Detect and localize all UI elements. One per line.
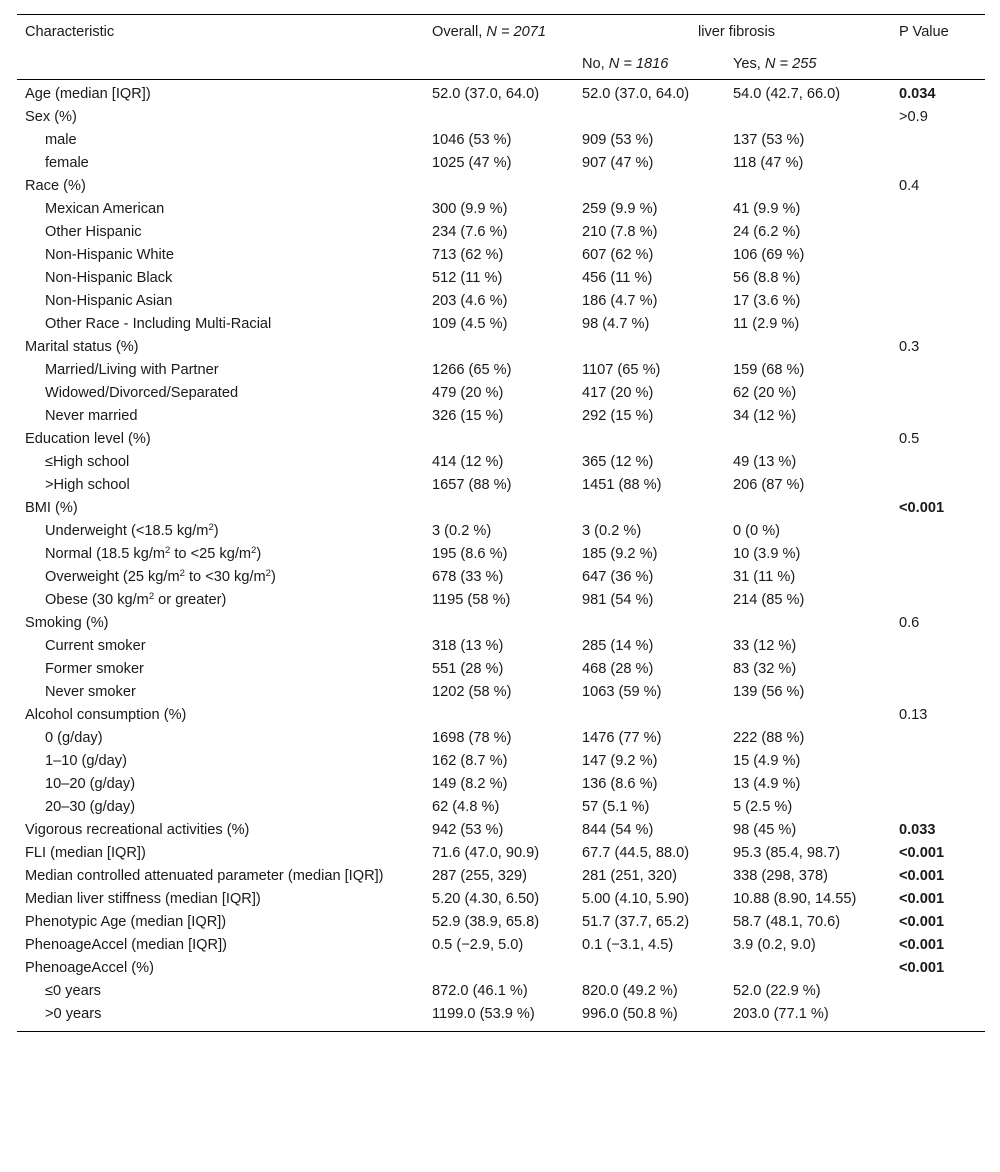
table-row xyxy=(17,542,985,565)
cell-yes xyxy=(725,703,891,726)
cell-overall: 287 (255, 329) xyxy=(432,868,527,884)
header-liver-fibrosis xyxy=(574,15,891,48)
cell-pvalue xyxy=(891,795,985,818)
row-label: Never married xyxy=(45,408,138,424)
table-row xyxy=(17,128,985,151)
cell-pvalue xyxy=(891,358,985,381)
cell-overall: 1657 (88 %) xyxy=(432,477,512,493)
cell-no: 67.7 (44.5, 88.0) xyxy=(582,845,690,861)
header-pvalue: P Value xyxy=(899,24,949,40)
cell-no: 98 (4.7 %) xyxy=(582,316,650,332)
row-label: Non-Hispanic Black xyxy=(45,270,173,286)
cell-yes: 56 (8.8 %) xyxy=(733,270,801,286)
row-label: Smoking (%) xyxy=(25,615,109,631)
header-yes-label: Yes, xyxy=(733,56,765,72)
row-label: Education level (%) xyxy=(25,431,151,447)
row-label: PhenoageAccel (%) xyxy=(25,960,154,976)
cell-yes: 31 (11 %) xyxy=(733,569,796,585)
table-row xyxy=(17,841,985,864)
cell-overall: 1046 (53 %) xyxy=(432,132,512,148)
cell-yes: 139 (56 %) xyxy=(733,684,805,700)
cell-no: 909 (53 %) xyxy=(582,132,654,148)
row-label: Median controlled attenuated parameter (median [IQR]) xyxy=(25,868,384,884)
subheader-row xyxy=(17,47,985,80)
table-row xyxy=(17,703,985,726)
cell-yes: 41 (9.9 %) xyxy=(733,201,801,217)
cell-no: 844 (54 %) xyxy=(582,822,654,838)
table-row xyxy=(17,105,985,128)
cell-no: 136 (8.6 %) xyxy=(582,776,658,792)
table-row xyxy=(17,726,985,749)
cell-overall: 1698 (78 %) xyxy=(432,730,512,746)
cell-yes: 49 (13 %) xyxy=(733,454,797,470)
cell-yes: 3.9 (0.2, 9.0) xyxy=(733,937,816,953)
cell-pvalue xyxy=(891,772,985,795)
cell-pvalue xyxy=(891,519,985,542)
row-label: Non-Hispanic Asian xyxy=(45,293,173,309)
cell-overall: 71.6 (47.0, 90.9) xyxy=(432,845,540,861)
cell-overall: 203 (4.6 %) xyxy=(432,293,508,309)
cell-pvalue xyxy=(891,657,985,680)
row-label: Current smoker xyxy=(45,638,146,654)
cell-overall: 479 (20 %) xyxy=(432,385,504,401)
row-label: Underweight (<18.5 $kg/m^2$) xyxy=(45,522,219,539)
cell-yes xyxy=(725,956,891,979)
cell-overall: 52.0 (37.0, 64.0) xyxy=(432,86,540,102)
cell-overall xyxy=(424,496,574,519)
row-label: Non-Hispanic White xyxy=(45,247,174,263)
cell-no xyxy=(574,335,725,358)
table-row xyxy=(17,496,985,519)
cell-pvalue: <0.001 xyxy=(899,937,945,953)
cell-overall: 942 (53 %) xyxy=(432,822,504,838)
header-characteristic: Characteristic xyxy=(25,24,115,40)
cell-overall: 5.20 (4.30, 6.50) xyxy=(432,891,540,907)
cell-overall: 3 (0.2 %) xyxy=(432,523,492,539)
cell-pvalue xyxy=(891,404,985,427)
row-label: Vigorous recreational activities (%) xyxy=(25,822,250,838)
table-row xyxy=(17,80,985,106)
cell-no: 1063 (59 %) xyxy=(582,684,662,700)
table-row xyxy=(17,197,985,220)
cell-pvalue: 0.4 xyxy=(899,178,920,194)
table-row xyxy=(17,864,985,887)
row-label: Median liver stiffness (median [IQR]) xyxy=(25,891,261,907)
cell-yes: 24 (6.2 %) xyxy=(733,224,801,240)
cell-yes xyxy=(725,496,891,519)
row-label: Phenotypic Age (median [IQR]) xyxy=(25,914,227,930)
cell-overall: 195 (8.6 %) xyxy=(432,546,508,562)
cell-overall: 551 (28 %) xyxy=(432,661,504,677)
table-row xyxy=(17,588,985,611)
cell-yes: 11 (2.9 %) xyxy=(733,316,800,332)
table-row xyxy=(17,680,985,703)
cell-pvalue xyxy=(891,749,985,772)
cell-no: 456 (11 %) xyxy=(582,270,653,286)
cell-yes: 10 (3.9 %) xyxy=(733,546,801,562)
header-row xyxy=(17,15,985,48)
row-label: BMI (%) xyxy=(25,500,78,516)
header-group-label: liver fibrosis xyxy=(697,24,776,40)
cell-pvalue xyxy=(891,450,985,473)
table-row xyxy=(17,910,985,933)
header-no-n: N = 1816 xyxy=(608,56,669,72)
cell-overall: 1202 (58 %) xyxy=(432,684,512,700)
cell-yes: 10.88 (8.90, 14.55) xyxy=(733,891,857,907)
header-no xyxy=(574,47,725,80)
table-row xyxy=(17,887,985,910)
table-row xyxy=(17,611,985,634)
cell-yes: 222 (88 %) xyxy=(733,730,805,746)
cell-overall xyxy=(424,427,574,450)
row-label: 1–10 (g/day) xyxy=(45,753,127,769)
cell-pvalue xyxy=(891,1002,985,1032)
cell-overall: 512 (11 %) xyxy=(432,270,503,286)
cell-pvalue: <0.001 xyxy=(899,960,945,976)
cell-yes xyxy=(725,427,891,450)
row-label: Married/Living with Partner xyxy=(45,362,219,378)
table-row xyxy=(17,979,985,1002)
row-label: 10–20 (g/day) xyxy=(45,776,136,792)
cell-yes: 62 (20 %) xyxy=(733,385,797,401)
cell-yes: 5 (2.5 %) xyxy=(733,799,793,815)
cell-pvalue: <0.001 xyxy=(899,868,945,884)
cell-overall xyxy=(424,611,574,634)
cell-no: 210 (7.8 %) xyxy=(582,224,658,240)
row-label: Mexican American xyxy=(45,201,165,217)
cell-pvalue xyxy=(891,289,985,312)
table-row xyxy=(17,519,985,542)
cell-overall: 234 (7.6 %) xyxy=(432,224,508,240)
cell-pvalue: <0.001 xyxy=(899,845,945,861)
characteristics-table xyxy=(17,14,985,1032)
cell-no: 57 (5.1 %) xyxy=(582,799,650,815)
table-row xyxy=(17,243,985,266)
table-row xyxy=(17,795,985,818)
cell-overall: 109 (4.5 %) xyxy=(432,316,508,332)
cell-yes: 206 (87 %) xyxy=(733,477,805,493)
cell-pvalue: <0.001 xyxy=(899,914,945,930)
header-overall-label: Overall, xyxy=(432,24,487,40)
cell-overall: 713 (62 %) xyxy=(432,247,504,263)
table-row xyxy=(17,565,985,588)
cell-yes: 137 (53 %) xyxy=(733,132,805,148)
cell-yes xyxy=(725,105,891,128)
cell-yes: 203.0 (77.1 %) xyxy=(733,1006,829,1022)
row-label: Overweight (25 $kg/m^2$ to <30 $kg/m^2$) xyxy=(45,568,276,585)
cell-pvalue: 0.3 xyxy=(899,339,920,355)
cell-no: 285 (14 %) xyxy=(582,638,654,654)
row-label: male xyxy=(45,132,77,148)
cell-overall: 1025 (47 %) xyxy=(432,155,512,171)
cell-no: 607 (62 %) xyxy=(582,247,654,263)
cell-overall: 149 (8.2 %) xyxy=(432,776,508,792)
cell-overall: 162 (8.7 %) xyxy=(432,753,508,769)
cell-overall: 326 (15 %) xyxy=(432,408,504,424)
row-label: >0 years xyxy=(45,1006,102,1022)
cell-pvalue: >0.9 xyxy=(899,109,928,125)
row-label: Race (%) xyxy=(25,178,86,194)
table-row xyxy=(17,772,985,795)
cell-pvalue xyxy=(891,979,985,1002)
cell-yes xyxy=(725,335,891,358)
table-row xyxy=(17,818,985,841)
cell-overall: 1199.0 (53.9 %) xyxy=(432,1006,535,1022)
row-label: Obese (30 $kg/m^2$ or greater) xyxy=(45,591,227,608)
cell-yes: 17 (3.6 %) xyxy=(733,293,801,309)
cell-yes xyxy=(725,174,891,197)
header-no-label: No, xyxy=(582,56,609,72)
cell-no: 281 (251, 320) xyxy=(582,868,677,884)
cell-yes: 0 (0 %) xyxy=(733,523,781,539)
header-yes-n: N = 255 xyxy=(764,56,817,72)
cell-overall: 1266 (65 %) xyxy=(432,362,512,378)
cell-yes xyxy=(725,611,891,634)
header-yes xyxy=(725,47,891,80)
cell-overall: 414 (12 %) xyxy=(432,454,504,470)
row-label: Other Race - Including Multi-Racial xyxy=(45,316,272,332)
row-label: Normal (18.5 $kg/m^2$ to <25 $kg/m^2$) xyxy=(45,545,262,562)
table-row xyxy=(17,358,985,381)
table-row xyxy=(17,657,985,680)
table-row xyxy=(17,749,985,772)
cell-overall: 0.5 (−2.9, 5.0) xyxy=(432,937,524,953)
cell-pvalue xyxy=(891,128,985,151)
cell-pvalue xyxy=(891,634,985,657)
cell-no: 820.0 (49.2 %) xyxy=(582,983,678,999)
cell-pvalue xyxy=(891,151,985,174)
cell-yes: 118 (47 %) xyxy=(733,155,804,171)
cell-pvalue xyxy=(891,726,985,749)
cell-pvalue: 0.6 xyxy=(899,615,920,631)
cell-overall: 318 (13 %) xyxy=(432,638,504,654)
cell-overall xyxy=(424,703,574,726)
cell-no: 3 (0.2 %) xyxy=(582,523,642,539)
row-label: Never smoker xyxy=(45,684,136,700)
table-row xyxy=(17,174,985,197)
row-label: PhenoageAccel (median [IQR]) xyxy=(25,937,227,953)
table-row xyxy=(17,450,985,473)
cell-pvalue xyxy=(891,680,985,703)
table-row xyxy=(17,956,985,979)
cell-pvalue: 0.5 xyxy=(899,431,920,447)
cell-no: 52.0 (37.0, 64.0) xyxy=(582,86,690,102)
cell-no xyxy=(574,174,725,197)
table-row xyxy=(17,473,985,496)
table-row xyxy=(17,634,985,657)
row-label: 20–30 (g/day) xyxy=(45,799,136,815)
cell-overall: 300 (9.9 %) xyxy=(432,201,508,217)
subheader-blank-1 xyxy=(17,47,424,80)
table-row xyxy=(17,404,985,427)
row-label: >High school xyxy=(45,477,130,493)
cell-overall: 872.0 (46.1 %) xyxy=(432,983,528,999)
row-label: 0 (g/day) xyxy=(45,730,103,746)
cell-pvalue xyxy=(891,381,985,404)
cell-no xyxy=(574,427,725,450)
cell-pvalue: 0.13 xyxy=(899,707,928,723)
cell-overall: 1195 (58 %) xyxy=(432,592,511,608)
cell-yes: 159 (68 %) xyxy=(733,362,805,378)
cell-yes: 98 (45 %) xyxy=(733,822,797,838)
cell-overall: 52.9 (38.9, 65.8) xyxy=(432,914,540,930)
row-label: Sex (%) xyxy=(25,109,77,125)
cell-yes: 34 (12 %) xyxy=(733,408,797,424)
row-label: Widowed/Divorced/Separated xyxy=(45,385,239,401)
cell-yes: 54.0 (42.7, 66.0) xyxy=(733,86,841,102)
cell-pvalue: <0.001 xyxy=(899,500,945,516)
cell-no: 1107 (65 %) xyxy=(582,362,661,378)
row-label: Other Hispanic xyxy=(45,224,142,240)
subheader-blank-2 xyxy=(424,47,574,80)
cell-no: 185 (9.2 %) xyxy=(582,546,658,562)
cell-no: 259 (9.9 %) xyxy=(582,201,658,217)
row-label: ≤0 years xyxy=(45,983,101,999)
table-row xyxy=(17,933,985,956)
header-overall xyxy=(424,15,574,48)
cell-no: 51.7 (37.7, 65.2) xyxy=(582,914,690,930)
table-body xyxy=(17,80,985,1032)
row-label: Marital status (%) xyxy=(25,339,139,355)
row-label: Alcohol consumption (%) xyxy=(25,707,187,723)
table-row xyxy=(17,1002,985,1032)
cell-overall xyxy=(424,105,574,128)
table-row xyxy=(17,427,985,450)
cell-pvalue xyxy=(891,565,985,588)
cell-no: 907 (47 %) xyxy=(582,155,654,171)
cell-overall: 62 (4.8 %) xyxy=(432,799,500,815)
row-label: Former smoker xyxy=(45,661,144,677)
subheader-blank-3 xyxy=(891,47,985,80)
cell-yes: 15 (4.9 %) xyxy=(733,753,801,769)
cell-overall xyxy=(424,956,574,979)
cell-no: 186 (4.7 %) xyxy=(582,293,658,309)
cell-yes: 52.0 (22.9 %) xyxy=(733,983,821,999)
cell-no: 5.00 (4.10, 5.90) xyxy=(582,891,690,907)
cell-no xyxy=(574,956,725,979)
cell-no: 0.1 (−3.1, 4.5) xyxy=(582,937,674,953)
cell-pvalue: 0.034 xyxy=(899,86,936,102)
cell-no: 147 (9.2 %) xyxy=(582,753,658,769)
cell-yes: 33 (12 %) xyxy=(733,638,797,654)
cell-no xyxy=(574,496,725,519)
cell-no: 468 (28 %) xyxy=(582,661,654,677)
cell-no: 1476 (77 %) xyxy=(582,730,662,746)
cell-yes: 95.3 (85.4, 98.7) xyxy=(733,845,841,861)
cell-no: 981 (54 %) xyxy=(582,592,654,608)
cell-no: 996.0 (50.8 %) xyxy=(582,1006,678,1022)
cell-pvalue xyxy=(891,197,985,220)
table-row xyxy=(17,151,985,174)
cell-no: 292 (15 %) xyxy=(582,408,654,424)
table-row xyxy=(17,312,985,335)
table-row xyxy=(17,381,985,404)
row-label: female xyxy=(45,155,89,171)
cell-pvalue xyxy=(891,220,985,243)
cell-pvalue xyxy=(891,243,985,266)
cell-no xyxy=(574,105,725,128)
cell-yes: 106 (69 %) xyxy=(733,247,805,263)
cell-overall xyxy=(424,174,574,197)
cell-pvalue: 0.033 xyxy=(899,822,936,838)
cell-no: 417 (20 %) xyxy=(582,385,654,401)
cell-no: 365 (12 %) xyxy=(582,454,654,470)
table-row xyxy=(17,335,985,358)
cell-yes: 58.7 (48.1, 70.6) xyxy=(733,914,841,930)
cell-no: 647 (36 %) xyxy=(582,569,654,585)
cell-yes: 338 (298, 378) xyxy=(733,868,828,884)
cell-no: 1451 (88 %) xyxy=(582,477,662,493)
cell-pvalue xyxy=(891,473,985,496)
table-row xyxy=(17,266,985,289)
cell-pvalue xyxy=(891,542,985,565)
cell-overall xyxy=(424,335,574,358)
cell-pvalue xyxy=(891,588,985,611)
cell-yes: 214 (85 %) xyxy=(733,592,805,608)
cell-no xyxy=(574,611,725,634)
row-label: FLI (median [IQR]) xyxy=(25,845,146,861)
cell-no xyxy=(574,703,725,726)
row-label: ≤High school xyxy=(45,454,130,470)
cell-pvalue xyxy=(891,312,985,335)
cell-yes: 13 (4.9 %) xyxy=(733,776,801,792)
cell-yes: 83 (32 %) xyxy=(733,661,797,677)
table-row xyxy=(17,289,985,312)
cell-pvalue: <0.001 xyxy=(899,891,945,907)
row-label: Age (median [IQR]) xyxy=(25,86,151,102)
table-row xyxy=(17,220,985,243)
header-overall-n: N = 2071 xyxy=(486,24,546,40)
cell-overall: 678 (33 %) xyxy=(432,569,504,585)
cell-pvalue xyxy=(891,266,985,289)
